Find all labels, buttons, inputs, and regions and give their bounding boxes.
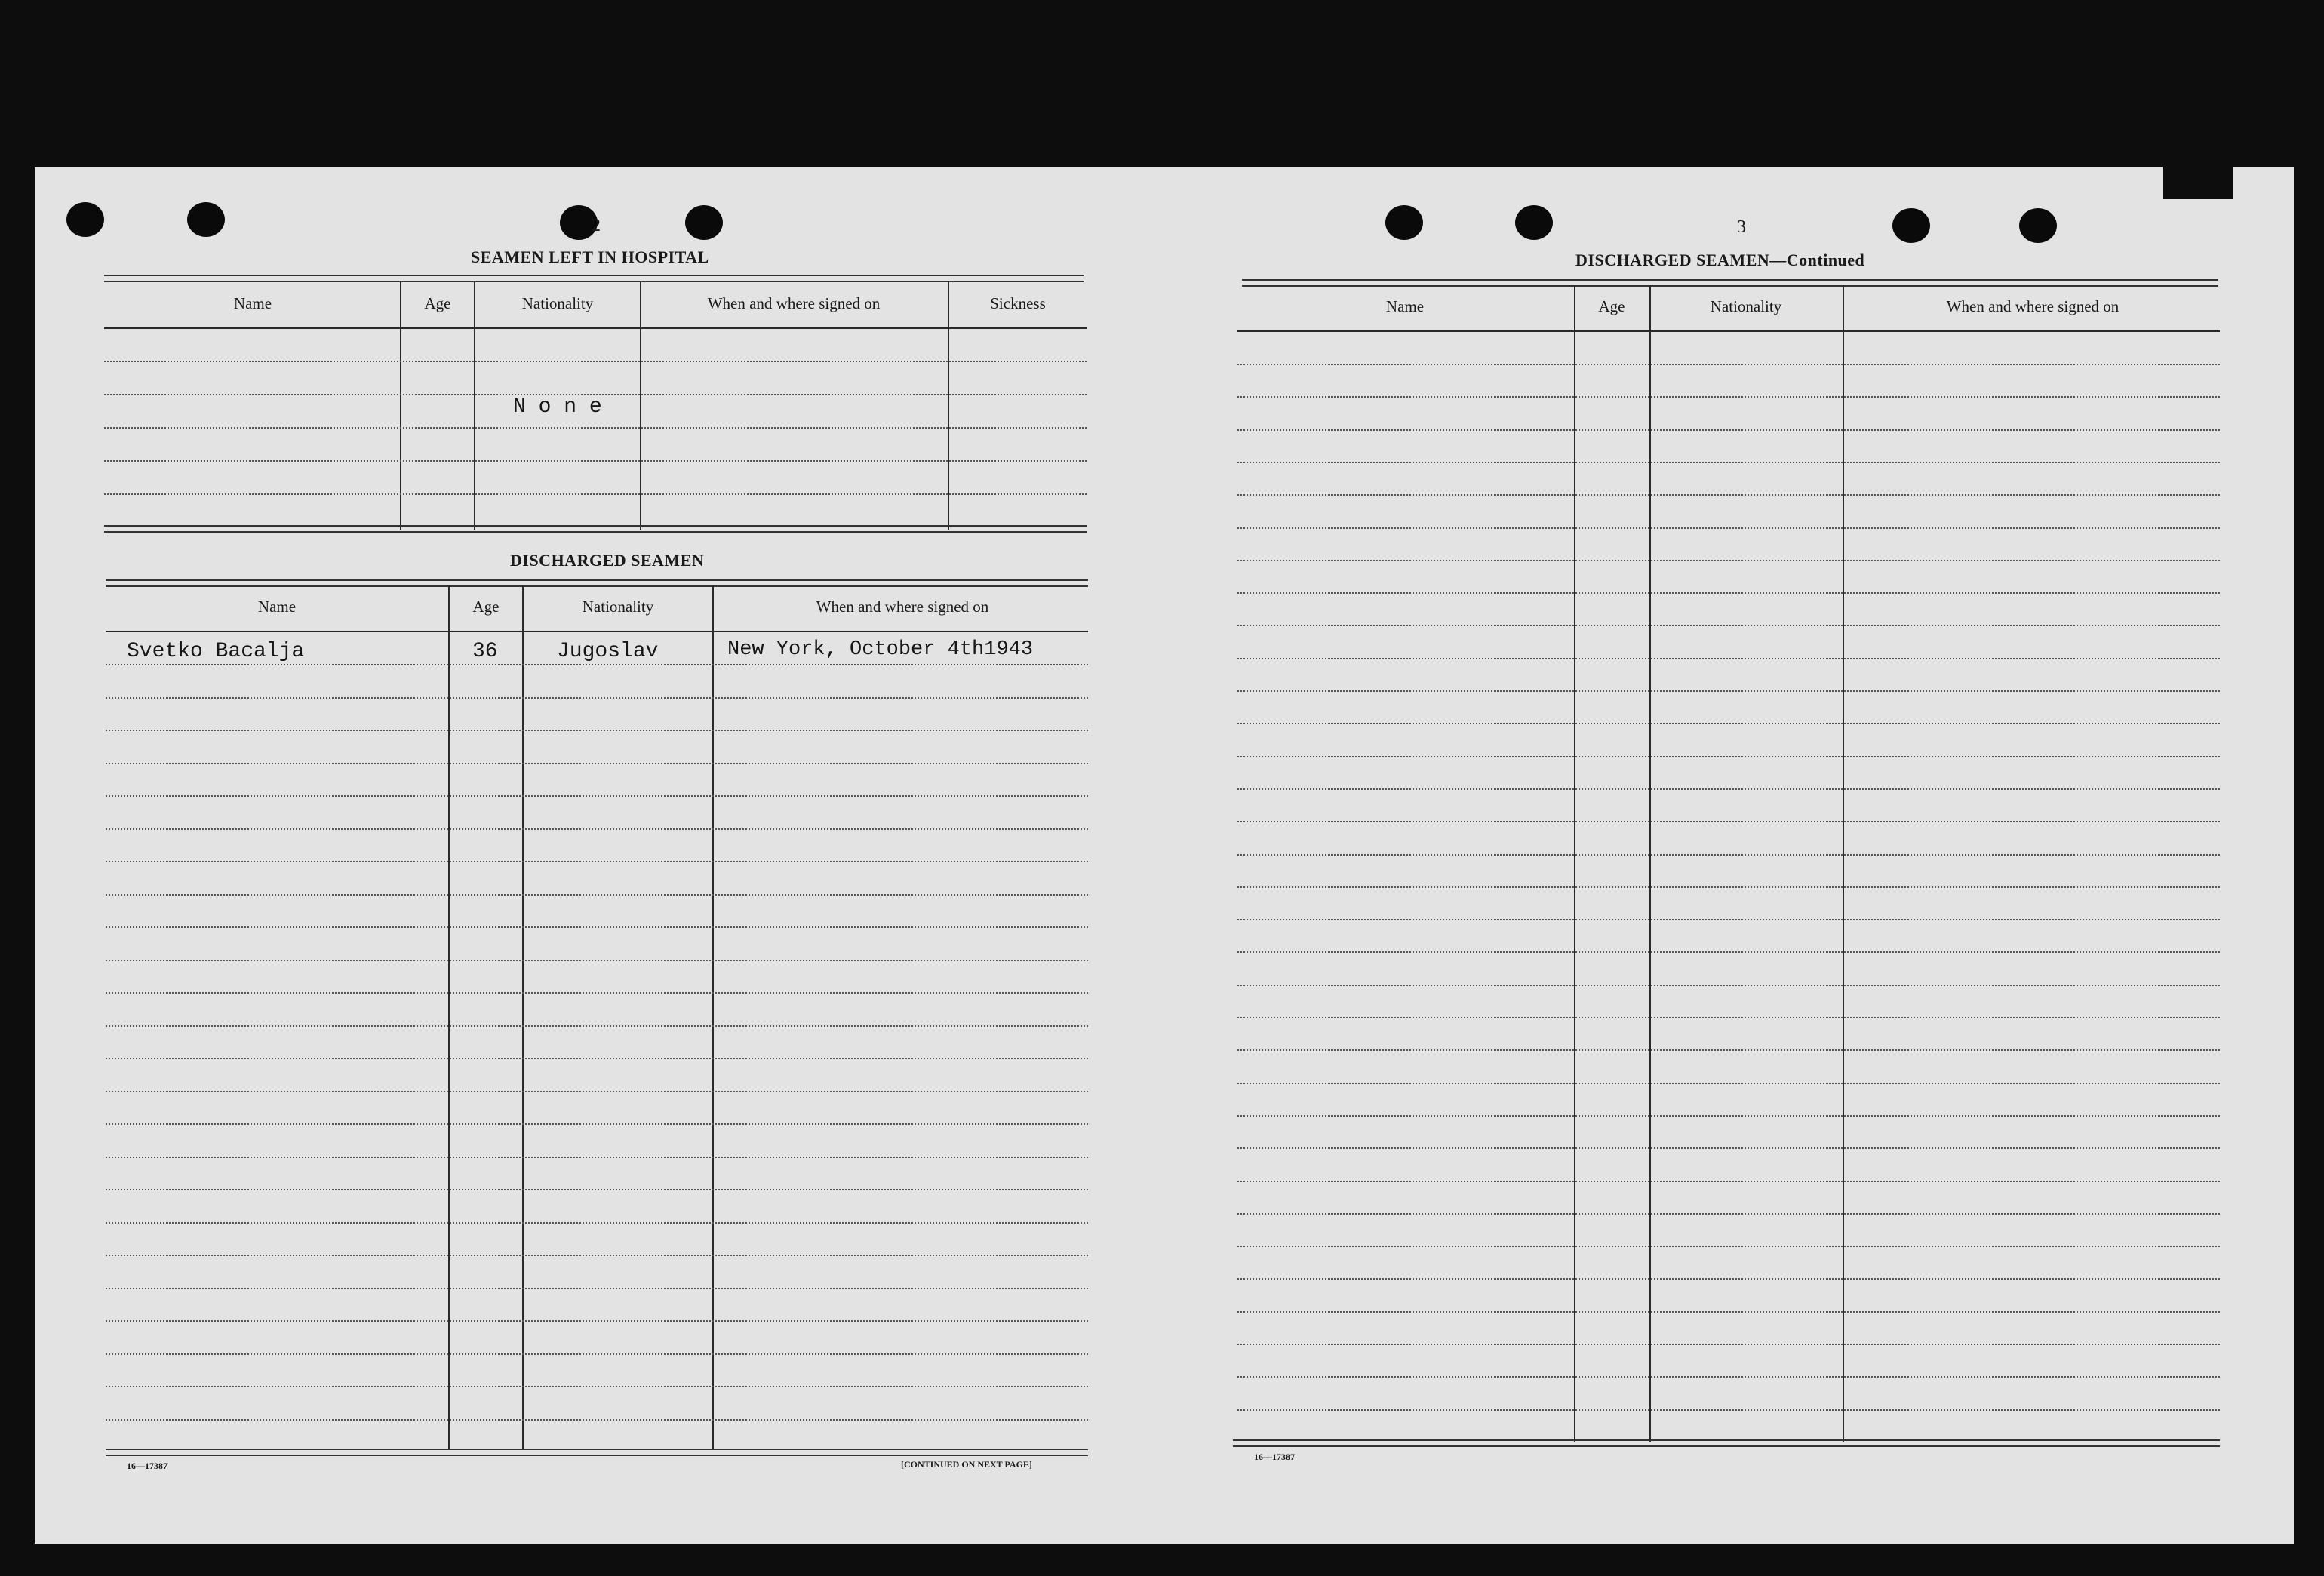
right-col-signed-on: When and where signed on	[1946, 297, 2120, 315]
discharged-top-rule	[106, 579, 1088, 587]
hospital-top-rule	[104, 275, 1084, 282]
hospital-col-divider	[640, 281, 641, 530]
right-top-rule	[1242, 279, 2218, 287]
punch-hole	[187, 202, 225, 237]
hospital-col-divider	[948, 281, 949, 530]
entry-line	[106, 1091, 1088, 1092]
entry-line	[106, 828, 1088, 830]
discharged-row-nationality: Jugoslav	[557, 640, 659, 663]
entry-line	[106, 730, 1088, 731]
entry-line	[1237, 1147, 2220, 1149]
discharged-col-signed-on: When and where signed on	[816, 598, 989, 616]
entry-line	[1237, 821, 2220, 822]
punch-hole	[2019, 208, 2057, 243]
right-col-divider	[1574, 285, 1575, 1442]
entry-line	[106, 1255, 1088, 1256]
entry-line	[1237, 364, 2220, 365]
page-number: 2	[592, 216, 601, 235]
entry-line	[106, 1123, 1088, 1125]
hospital-entry-line	[104, 493, 1087, 495]
entry-line	[1237, 592, 2220, 594]
entry-line	[1237, 1311, 2220, 1313]
hospital-bottom-rule	[104, 525, 1087, 533]
discharged-header-rule	[106, 631, 1088, 632]
entry-line	[1237, 985, 2220, 986]
discharged-row-name: Svetko Bacalja	[127, 640, 305, 663]
entry-line	[1237, 1278, 2220, 1280]
entry-line	[1237, 723, 2220, 724]
entry-line	[106, 763, 1088, 764]
entry-line	[106, 1222, 1088, 1224]
entry-line	[1237, 1344, 2220, 1345]
entry-line	[1237, 854, 2220, 856]
entry-line	[1237, 1246, 2220, 1247]
entry-line	[1237, 429, 2220, 431]
hospital-header-rule	[104, 327, 1087, 329]
entry-line	[106, 960, 1088, 961]
entry-line	[1237, 625, 2220, 626]
right-col-divider	[1649, 285, 1651, 1442]
form-number: 16—17387	[127, 1461, 168, 1471]
entry-line	[1237, 756, 2220, 757]
entry-line	[106, 795, 1088, 797]
entry-line	[1237, 690, 2220, 692]
entry-line	[1237, 1083, 2220, 1084]
discharged-section-title: DISCHARGED SEAMEN	[510, 551, 705, 570]
entry-line	[1237, 560, 2220, 561]
entry-line	[106, 697, 1088, 699]
punch-hole	[66, 202, 104, 237]
entry-line	[1237, 1213, 2220, 1215]
entry-line	[1237, 1376, 2220, 1378]
hospital-entry-line	[104, 460, 1087, 462]
form-number: 16—17387	[1254, 1452, 1295, 1462]
discharged-row-signed-on: New York, October 4th1943	[727, 638, 1034, 661]
hospital-entry-line	[104, 427, 1087, 429]
entry-line	[1237, 1017, 2220, 1018]
hospital-col-divider	[474, 281, 475, 530]
discharged-continued-title: DISCHARGED SEAMEN—Continued	[1575, 250, 1865, 269]
entry-line	[1237, 527, 2220, 529]
hospital-entry-line	[104, 361, 1087, 362]
entry-line	[1237, 658, 2220, 659]
page-number: 3	[1737, 217, 1746, 237]
entry-line	[1237, 788, 2220, 790]
right-header-rule	[1237, 330, 2220, 332]
hospital-col-divider	[400, 281, 401, 530]
entry-line	[106, 1419, 1088, 1421]
discharged-col-nationality: Nationality	[582, 598, 654, 616]
hospital-col-nationality: Nationality	[521, 294, 594, 312]
entry-line	[106, 1320, 1088, 1322]
entry-line	[106, 926, 1088, 928]
entry-line	[106, 894, 1088, 896]
hospital-entry-none: N o n e	[513, 395, 602, 419]
right-col-nationality: Nationality	[1710, 297, 1782, 315]
right-col-divider	[1843, 285, 1844, 1442]
discharged-bottom-rule	[106, 1449, 1088, 1456]
entry-line	[1237, 494, 2220, 496]
hospital-col-sickness: Sickness	[990, 294, 1046, 312]
punch-hole	[1892, 208, 1930, 243]
entry-line	[106, 1288, 1088, 1289]
discharged-col-age: Age	[472, 598, 500, 616]
document-paper	[35, 167, 2294, 1544]
entry-line	[1237, 919, 2220, 920]
entry-line	[1237, 886, 2220, 888]
punch-hole	[1385, 205, 1423, 240]
right-col-age: Age	[1598, 297, 1625, 315]
right-col-name: Name	[1385, 297, 1425, 315]
hospital-col-name: Name	[233, 294, 272, 312]
continued-note: [CONTINUED ON NEXT PAGE]	[901, 1459, 1032, 1470]
entry-line	[106, 1353, 1088, 1355]
hospital-col-signed-on: When and where signed on	[707, 294, 881, 312]
entry-line	[1237, 1049, 2220, 1051]
entry-line	[1237, 1409, 2220, 1411]
entry-line	[106, 1025, 1088, 1027]
entry-line	[106, 664, 1088, 665]
punch-hole	[685, 205, 723, 240]
entry-line	[106, 1189, 1088, 1190]
entry-line	[106, 1058, 1088, 1059]
entry-line	[106, 992, 1088, 994]
entry-line	[106, 861, 1088, 862]
punch-hole	[1515, 205, 1553, 240]
hospital-section-title: SEAMEN LEFT IN HOSPITAL	[471, 247, 709, 266]
hospital-col-age: Age	[424, 294, 451, 312]
entry-line	[1237, 1115, 2220, 1117]
entry-line	[1237, 462, 2220, 463]
discharged-row-age: 36	[472, 640, 498, 663]
entry-line	[1237, 1181, 2220, 1182]
paper-tab-notch	[2163, 167, 2233, 199]
entry-line	[106, 1386, 1088, 1387]
entry-line	[1237, 951, 2220, 953]
right-bottom-rule	[1233, 1439, 2220, 1447]
discharged-col-name: Name	[257, 598, 297, 616]
entry-line	[106, 1157, 1088, 1158]
entry-line	[1237, 396, 2220, 398]
